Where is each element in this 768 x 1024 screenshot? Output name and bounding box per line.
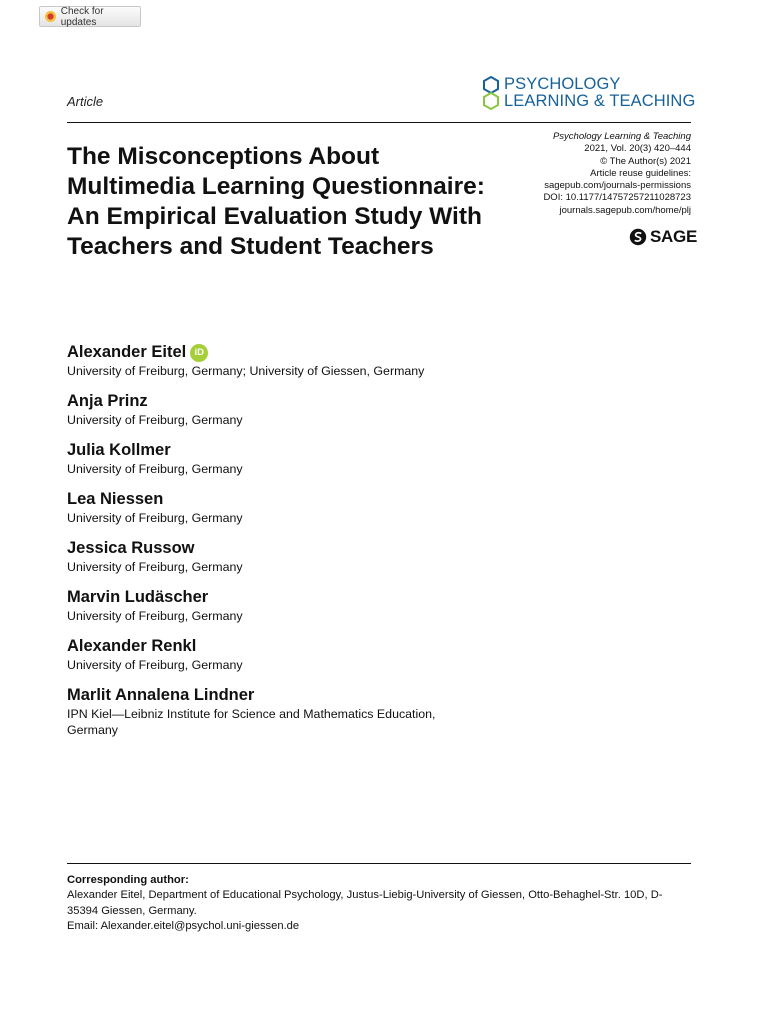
check-updates-icon <box>45 11 56 22</box>
doi-link[interactable]: DOI: 10.1177/14757257211028723 <box>543 192 691 204</box>
author-name: Marlit Annalena Lindner <box>67 686 255 704</box>
author-affiliation: University of Freiburg, Germany <box>67 609 243 623</box>
journal-logo <box>482 76 695 110</box>
journal-logo-line1: PSYCHOLOGY <box>504 75 621 93</box>
corresponding-author-address: Alexander Eitel, Department of Educational Psychology, Justus-Liebig-University of Giessen, Otto-Behaghel-Str. 10D, D-35394 Giessen, Germany. <box>67 889 663 917</box>
volume-pages: 2021, Vol. 20(3) 420–444 <box>584 143 691 155</box>
author-affiliation: University of Freiburg, Germany <box>67 658 243 672</box>
sage-logo-text: SAGE <box>650 227 697 246</box>
sage-logo <box>629 227 697 247</box>
author-name: Julia Kollmer <box>67 441 171 459</box>
author-affiliation: University of Freiburg, Germany <box>67 462 243 476</box>
author-affiliation: University of Freiburg, Germany <box>67 413 243 427</box>
journal-name: Psychology Learning & Teaching <box>552 131 691 142</box>
author-name: Marvin Ludäscher <box>67 588 209 606</box>
author-name: Alexander Renkl <box>67 637 197 655</box>
journal-logo-line2: LEARNING & TEACHING <box>504 92 696 110</box>
author-entry <box>67 538 527 575</box>
author-name: Lea Niessen <box>67 490 164 508</box>
author-entry <box>67 440 527 477</box>
check-for-updates-label: Check for updates <box>60 5 104 28</box>
author-name: Alexander Eitel <box>67 343 187 361</box>
author-affiliation: IPN Kiel—Leibniz Institute for Science and Mathematics Education, Germany <box>67 707 436 737</box>
top-divider <box>67 122 691 123</box>
author-name: Anja Prinz <box>67 392 148 410</box>
hexagon-logo-icon <box>482 76 500 110</box>
corresponding-author-heading: Corresponding author: <box>67 874 189 886</box>
author-affiliation: University of Freiburg, Germany; University of Giessen, Germany <box>67 364 425 378</box>
author-name-row <box>67 342 527 363</box>
author-list <box>67 342 527 750</box>
sage-logo-icon <box>629 228 647 246</box>
footnote-divider <box>67 863 691 864</box>
corresponding-author-email[interactable]: Email: Alexander.eitel@psychol.uni-giessen.de <box>67 920 300 933</box>
author-entry <box>67 587 527 624</box>
author-entry <box>67 685 527 738</box>
author-affiliation: University of Freiburg, Germany <box>67 511 243 525</box>
author-entry <box>67 391 527 428</box>
copyright: © The Author(s) 2021 <box>600 155 691 167</box>
check-for-updates-button[interactable] <box>39 6 141 27</box>
author-entry <box>67 489 527 526</box>
corresponding-author <box>67 873 691 935</box>
reuse-link[interactable]: sagepub.com/journals-permissions <box>544 180 691 192</box>
author-affiliation: University of Freiburg, Germany <box>67 560 243 574</box>
author-entry <box>67 342 527 379</box>
publication-meta <box>543 131 691 217</box>
author-entry <box>67 636 527 673</box>
article-type-label: Article <box>67 94 104 109</box>
author-name: Jessica Russow <box>67 539 195 557</box>
reuse-label: Article reuse guidelines: <box>590 167 691 179</box>
journal-logo-text <box>504 76 695 110</box>
article-title: The Misconceptions About Multimedia Learning Questionnaire: An Empirical Evaluation Study With Teachers and Student Teachers <box>67 143 485 260</box>
orcid-icon[interactable]: iD <box>190 344 208 362</box>
journal-home-link[interactable]: journals.sagepub.com/home/plj <box>559 204 691 216</box>
